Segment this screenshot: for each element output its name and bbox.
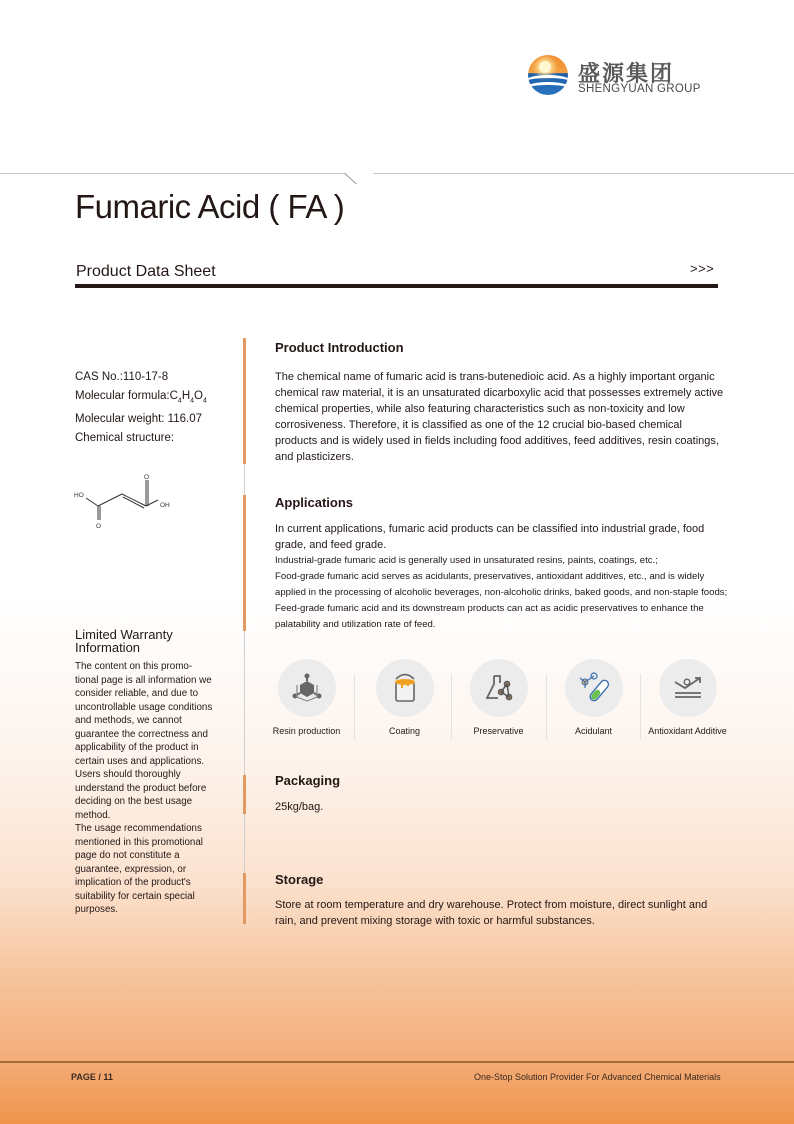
chevrons-icon: >>> <box>690 261 715 276</box>
atom-o-top: O <box>144 474 150 481</box>
chemical-structure-diagram <box>72 470 182 532</box>
test-tube-icon <box>576 670 612 706</box>
title-underline <box>75 284 718 288</box>
brand-name-en: SHENGYUAN GROUP <box>578 83 701 95</box>
section-title-packaging: Packaging <box>275 773 341 788</box>
icon-label: Antioxidant Additive <box>648 726 727 736</box>
icon-label: Coating <box>388 726 421 736</box>
warranty-body <box>75 660 213 917</box>
paint-bucket-icon <box>388 671 422 705</box>
cas-number: CAS No.:110-17-8 <box>75 371 169 383</box>
warranty-title: Limited Warranty Information <box>75 627 173 655</box>
oxygen-arrow-icon <box>670 670 706 706</box>
footer-rule <box>0 1061 794 1063</box>
section-title-introduction: Product Introduction <box>275 340 404 355</box>
section-title-storage: Storage <box>275 872 324 887</box>
application-icon-item <box>641 658 734 736</box>
page-subtitle: Product Data Sheet <box>76 263 216 280</box>
section-title-applications: Applications <box>275 495 354 510</box>
bond <box>123 497 144 508</box>
application-icons-row <box>270 658 735 748</box>
application-icon-item <box>452 658 545 736</box>
flask-molecule-icon <box>482 671 516 705</box>
bond <box>86 498 98 506</box>
molecular-formula: Molecular $formula:C_4H_4O_4$ <box>75 390 207 405</box>
footer-tagline: One-Stop Solution Provider For Advanced Chemical Materials <box>474 1072 721 1082</box>
atom-oh-left: HO <box>74 492 84 499</box>
bond <box>122 494 146 506</box>
icon-label: Preservative <box>473 726 524 736</box>
structure-label: Chemical structure: <box>75 432 175 445</box>
warranty-paragraph: Users should thoroughly understand the product before deciding on the best usage method. <box>75 769 207 821</box>
icon-separator <box>354 674 355 740</box>
product-properties <box>75 368 207 448</box>
icon-label: Acidulant <box>574 726 613 736</box>
page-title: Fumaric Acid ( FA ) <box>75 188 345 225</box>
application-icon-item <box>547 658 640 736</box>
warranty-paragraph: The content on this promo-tional page is all information we consider reliable, and due to uncontrollable usage conditions and methods, we cannot guarantee the correctness and applicability of the product in certain uses and applications. <box>75 661 213 767</box>
header-rule-right <box>373 173 794 174</box>
atom-oh-right: OH <box>160 502 170 509</box>
brand-name-cn: 盛源集团 <box>578 62 675 87</box>
header-rule-notch <box>344 173 357 184</box>
application-icon-item <box>260 658 353 736</box>
section-marker-packaging <box>243 775 246 814</box>
molecular-weight: Molecular weight: 116.07 <box>75 413 202 426</box>
section-marker-storage <box>243 873 246 924</box>
section-marker-applications <box>243 495 246 631</box>
application-detail: Industrial-grade fumaric acid is generally used in unsaturated resins, paints, coatings, etc.; <box>275 555 658 566</box>
atom-o-bottom: O <box>96 523 102 530</box>
application-detail: Food-grade fumaric acid serves as acidulants, preservatives, antioxidant additives, etc., and is widely applied in the processing of alcoholic beverages, non-alcoholic drinks, baked goods, and non-staple foods; <box>275 571 728 598</box>
resin-molecule-icon <box>290 671 324 705</box>
logo-sun-wave-icon <box>528 55 568 95</box>
application-detail: Feed-grade fumaric acid and its downstream products can act as acidic preservatives to enhance the palatability and utilization rate of feed. <box>275 603 704 630</box>
warranty-paragraph: The usage recommendations mentioned in this promotional page do not constitute a guarantee, expression, or implication of the product's suitability for certain special purposes. <box>75 823 203 915</box>
applications-details <box>275 553 735 633</box>
header-rule-left <box>0 173 346 174</box>
section-body-introduction: The chemical name of fumaric acid is trans-butenedioic acid. As a highly important organic chemical raw material, it is an unsaturated dicarboxylic acid that possesses extremely active chemical properties, while also featuring characteristics such as non-toxicity and low corrosiveness. Therefore, it is classified as one of the 12 crucial bio-based chemical products and is widely used in fields including food additives, feed additives, resin coatings, and plasticizers. <box>275 371 724 463</box>
bond <box>98 494 122 506</box>
application-icon-item <box>358 658 451 736</box>
section-marker-introduction <box>243 338 246 464</box>
applications-lead: In current applications, fumaric acid products can be classified into industrial grade, food grade, and feed grade. <box>275 523 705 551</box>
brand-logo <box>528 55 720 97</box>
icon-label: Resin production <box>272 726 341 736</box>
section-body-packaging: 25kg/bag. <box>275 801 324 813</box>
section-body-storage: Store at room temperature and dry warehouse. Protect from moisture, direct sunlight and rain, and prevent mixing storage with toxic or harmful substances. <box>275 899 708 927</box>
page-number: PAGE / 11 <box>71 1072 113 1082</box>
